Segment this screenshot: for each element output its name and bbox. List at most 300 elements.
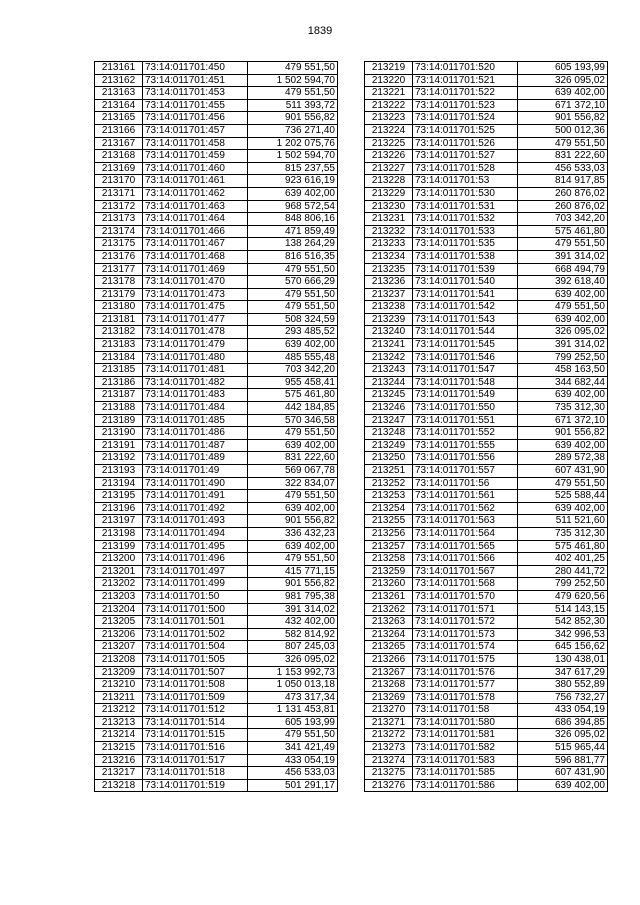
row-number-cell: 213181 [95, 313, 143, 326]
cadastral-number-cell: 73:14:011701:502 [143, 628, 248, 641]
cadastral-value-cell: 686 394,85 [518, 716, 608, 729]
table-row [95, 666, 338, 679]
cadastral-value-cell: 326 095,02 [248, 653, 338, 666]
cadastral-value-cell: 735 312,30 [518, 527, 608, 540]
table-row [95, 490, 338, 503]
cadastral-value-cell: 402 401,25 [518, 553, 608, 566]
cadastral-value-cell: 703 342,20 [248, 364, 338, 377]
cadastral-number-cell: 73:14:011701:467 [143, 238, 248, 251]
cadastral-number-cell: 73:14:011701:470 [143, 276, 248, 289]
cadastral-number-cell: 73:14:011701:586 [413, 779, 518, 792]
cadastral-number-cell: 73:14:011701:459 [143, 150, 248, 163]
row-number-cell: 213268 [365, 679, 413, 692]
cadastral-number-cell: 73:14:011701:463 [143, 200, 248, 213]
row-number-cell: 213213 [95, 716, 143, 729]
table-row [365, 213, 608, 226]
row-number-cell: 213275 [365, 767, 413, 780]
cadastral-value-cell: 1 131 453,81 [248, 704, 338, 717]
cadastral-number-cell: 73:14:011701:49 [143, 465, 248, 478]
cadastral-number-cell: 73:14:011701:562 [413, 502, 518, 515]
row-number-cell: 213206 [95, 628, 143, 641]
cadastral-number-cell: 73:14:011701:456 [143, 112, 248, 125]
cadastral-value-cell: 815 237,55 [248, 162, 338, 175]
cadastral-number-cell: 73:14:011701:556 [413, 452, 518, 465]
row-number-cell: 213204 [95, 603, 143, 616]
cadastral-value-cell: 336 432,23 [248, 527, 338, 540]
table-row [95, 87, 338, 100]
cadastral-number-cell: 73:14:011701:481 [143, 364, 248, 377]
cadastral-number-cell: 73:14:011701:484 [143, 402, 248, 415]
cadastral-number-cell: 73:14:011701:522 [413, 87, 518, 100]
row-number-cell: 213208 [95, 653, 143, 666]
table-row [365, 175, 608, 188]
row-number-cell: 213176 [95, 250, 143, 263]
table-row [95, 225, 338, 238]
row-number-cell: 213207 [95, 641, 143, 654]
cadastral-number-cell: 73:14:011701:518 [143, 767, 248, 780]
cadastral-number-cell: 73:14:011701:469 [143, 263, 248, 276]
cadastral-value-cell: 639 402,00 [518, 389, 608, 402]
row-number-cell: 213250 [365, 452, 413, 465]
table-row [365, 162, 608, 175]
cadastral-value-cell: 326 095,02 [518, 74, 608, 87]
table-row [365, 603, 608, 616]
cadastral-number-cell: 73:14:011701:495 [143, 540, 248, 553]
cadastral-number-cell: 73:14:011701:527 [413, 150, 518, 163]
table-row [95, 779, 338, 792]
table-row [95, 578, 338, 591]
row-number-cell: 213161 [95, 62, 143, 75]
cadastral-value-cell: 569 067,78 [248, 465, 338, 478]
table-row [95, 716, 338, 729]
row-number-cell: 213253 [365, 490, 413, 503]
table-row [365, 590, 608, 603]
cadastral-number-cell: 73:14:011701:458 [143, 137, 248, 150]
cadastral-number-cell: 73:14:011701:499 [143, 578, 248, 591]
table-row [365, 187, 608, 200]
cadastral-number-cell: 73:14:011701:547 [413, 364, 518, 377]
cadastral-value-cell: 607 431,90 [518, 465, 608, 478]
cadastral-number-cell: 73:14:011701:542 [413, 301, 518, 314]
cadastral-number-cell: 73:14:011701:517 [143, 754, 248, 767]
cadastral-value-cell: 347 617,29 [518, 666, 608, 679]
row-number-cell: 213265 [365, 641, 413, 654]
cadastral-number-cell: 73:14:011701:535 [413, 238, 518, 251]
row-number-cell: 213214 [95, 729, 143, 742]
table-row [365, 427, 608, 440]
cadastral-value-cell: 342 996,53 [518, 628, 608, 641]
cadastral-number-cell: 73:14:011701:453 [143, 87, 248, 100]
cadastral-number-cell: 73:14:011701:521 [413, 74, 518, 87]
table-row [95, 704, 338, 717]
table-row [95, 465, 338, 478]
table-row [95, 376, 338, 389]
cadastral-value-cell: 391 314,02 [518, 250, 608, 263]
table-row [95, 767, 338, 780]
row-number-cell: 213164 [95, 99, 143, 112]
cadastral-number-cell: 73:14:011701:451 [143, 74, 248, 87]
cadastral-value-cell: 479 551,50 [248, 62, 338, 75]
cadastral-value-cell: 514 143,15 [518, 603, 608, 616]
table-row [95, 691, 338, 704]
row-number-cell: 213182 [95, 326, 143, 339]
cadastral-number-cell: 73:14:011701:555 [413, 439, 518, 452]
table-row [95, 175, 338, 188]
table-row [365, 250, 608, 263]
cadastral-value-cell: 344 682,44 [518, 376, 608, 389]
cadastral-number-cell: 73:14:011701:473 [143, 288, 248, 301]
cadastral-value-cell: 645 156,62 [518, 641, 608, 654]
cadastral-value-cell: 391 314,02 [518, 339, 608, 352]
row-number-cell: 213246 [365, 402, 413, 415]
table-row [95, 238, 338, 251]
cadastral-value-cell: 799 252,50 [518, 578, 608, 591]
cadastral-value-cell: 607 431,90 [518, 767, 608, 780]
cadastral-value-cell: 955 458,41 [248, 376, 338, 389]
row-number-cell: 213189 [95, 414, 143, 427]
row-number-cell: 213274 [365, 754, 413, 767]
row-number-cell: 213187 [95, 389, 143, 402]
row-number-cell: 213215 [95, 742, 143, 755]
cadastral-value-cell: 596 881,77 [518, 754, 608, 767]
row-number-cell: 213270 [365, 704, 413, 717]
table-row [365, 729, 608, 742]
row-number-cell: 213243 [365, 364, 413, 377]
cadastral-number-cell: 73:14:011701:524 [413, 112, 518, 125]
cadastral-value-cell: 485 555,48 [248, 351, 338, 364]
cadastral-number-cell: 73:14:011701:501 [143, 616, 248, 629]
row-number-cell: 213228 [365, 175, 413, 188]
cadastral-value-cell: 138 264,29 [248, 238, 338, 251]
cadastral-value-cell: 831 222,60 [248, 452, 338, 465]
table-row [95, 679, 338, 692]
table-row [95, 326, 338, 339]
cadastral-number-cell: 73:14:011701:571 [413, 603, 518, 616]
table-row [365, 578, 608, 591]
row-number-cell: 213177 [95, 263, 143, 276]
table-row [95, 754, 338, 767]
cadastral-number-cell: 73:14:011701:572 [413, 616, 518, 629]
row-number-cell: 213256 [365, 527, 413, 540]
cadastral-number-cell: 73:14:011701:450 [143, 62, 248, 75]
cadastral-number-cell: 73:14:011701:464 [143, 213, 248, 226]
cadastral-number-cell: 73:14:011701:557 [413, 465, 518, 478]
table-row [95, 553, 338, 566]
cadastral-value-cell: 639 402,00 [248, 540, 338, 553]
table-row [365, 477, 608, 490]
cadastral-value-cell: 479 551,50 [248, 301, 338, 314]
cadastral-number-cell: 73:14:011701:455 [143, 99, 248, 112]
row-number-cell: 213170 [95, 175, 143, 188]
cadastral-number-cell: 73:14:011701:549 [413, 389, 518, 402]
row-number-cell: 213195 [95, 490, 143, 503]
row-number-cell: 213262 [365, 603, 413, 616]
row-number-cell: 213167 [95, 137, 143, 150]
cadastral-number-cell: 73:14:011701:566 [413, 553, 518, 566]
cadastral-value-cell: 479 551,50 [248, 729, 338, 742]
cadastral-value-cell: 341 421,49 [248, 742, 338, 755]
cadastral-value-cell: 605 193,99 [248, 716, 338, 729]
registry-table-left [94, 61, 338, 792]
table-row [365, 465, 608, 478]
cadastral-value-cell: 479 551,50 [518, 238, 608, 251]
cadastral-value-cell: 130 438,01 [518, 653, 608, 666]
table-row [95, 364, 338, 377]
cadastral-number-cell: 73:14:011701:505 [143, 653, 248, 666]
cadastral-value-cell: 260 876,02 [518, 187, 608, 200]
cadastral-value-cell: 575 461,80 [518, 225, 608, 238]
row-number-cell: 213266 [365, 653, 413, 666]
table-row [95, 288, 338, 301]
cadastral-value-cell: 479 551,50 [518, 137, 608, 150]
cadastral-value-cell: 575 461,80 [248, 389, 338, 402]
table-row [365, 439, 608, 452]
table-row [365, 490, 608, 503]
cadastral-value-cell: 508 324,59 [248, 313, 338, 326]
row-number-cell: 213209 [95, 666, 143, 679]
cadastral-number-cell: 73:14:011701:461 [143, 175, 248, 188]
cadastral-number-cell: 73:14:011701:500 [143, 603, 248, 616]
cadastral-number-cell: 73:14:011701:538 [413, 250, 518, 263]
row-number-cell: 213258 [365, 553, 413, 566]
cadastral-number-cell: 73:14:011701:460 [143, 162, 248, 175]
cadastral-number-cell: 73:14:011701:550 [413, 402, 518, 415]
row-number-cell: 213251 [365, 465, 413, 478]
cadastral-number-cell: 73:14:011701:53 [413, 175, 518, 188]
row-number-cell: 213227 [365, 162, 413, 175]
table-row [95, 213, 338, 226]
cadastral-value-cell: 433 054,19 [518, 704, 608, 717]
cadastral-value-cell: 639 402,00 [248, 502, 338, 515]
table-row [95, 590, 338, 603]
cadastral-number-cell: 73:14:011701:482 [143, 376, 248, 389]
cadastral-number-cell: 73:14:011701:530 [413, 187, 518, 200]
cadastral-number-cell: 73:14:011701:497 [143, 565, 248, 578]
row-number-cell: 213259 [365, 565, 413, 578]
table-row [365, 124, 608, 137]
table-row [365, 99, 608, 112]
table-row [95, 150, 338, 163]
row-number-cell: 213191 [95, 439, 143, 452]
cadastral-number-cell: 73:14:011701:533 [413, 225, 518, 238]
cadastral-value-cell: 639 402,00 [518, 502, 608, 515]
cadastral-number-cell: 73:14:011701:50 [143, 590, 248, 603]
cadastral-value-cell: 807 245,03 [248, 641, 338, 654]
cadastral-value-cell: 479 551,50 [248, 288, 338, 301]
table-row [95, 616, 338, 629]
table-row [365, 779, 608, 792]
table-row [365, 351, 608, 364]
cadastral-value-cell: 471 859,49 [248, 225, 338, 238]
table-row [95, 477, 338, 490]
table-row [365, 628, 608, 641]
table-row [95, 729, 338, 742]
cadastral-number-cell: 73:14:011701:541 [413, 288, 518, 301]
cadastral-number-cell: 73:14:011701:485 [143, 414, 248, 427]
cadastral-value-cell: 570 346,58 [248, 414, 338, 427]
table-row [95, 124, 338, 137]
cadastral-number-cell: 73:14:011701:457 [143, 124, 248, 137]
cadastral-value-cell: 415 771,15 [248, 565, 338, 578]
cadastral-value-cell: 582 814,92 [248, 628, 338, 641]
table-row [95, 628, 338, 641]
cadastral-value-cell: 671 372,10 [518, 99, 608, 112]
cadastral-number-cell: 73:14:011701:576 [413, 666, 518, 679]
cadastral-value-cell: 1 050 013,18 [248, 679, 338, 692]
cadastral-number-cell: 73:14:011701:552 [413, 427, 518, 440]
row-number-cell: 213237 [365, 288, 413, 301]
row-number-cell: 213242 [365, 351, 413, 364]
table-row [365, 137, 608, 150]
cadastral-number-cell: 73:14:011701:570 [413, 590, 518, 603]
cadastral-value-cell: 639 402,00 [248, 187, 338, 200]
row-number-cell: 213165 [95, 112, 143, 125]
table-row [95, 742, 338, 755]
table-row [365, 313, 608, 326]
row-number-cell: 213222 [365, 99, 413, 112]
cadastral-number-cell: 73:14:011701:581 [413, 729, 518, 742]
table-row [365, 666, 608, 679]
cadastral-number-cell: 73:14:011701:525 [413, 124, 518, 137]
table-row [95, 502, 338, 515]
row-number-cell: 213205 [95, 616, 143, 629]
row-number-cell: 213264 [365, 628, 413, 641]
table-row [365, 565, 608, 578]
cadastral-value-cell: 639 402,00 [518, 439, 608, 452]
row-number-cell: 213196 [95, 502, 143, 515]
cadastral-number-cell: 73:14:011701:491 [143, 490, 248, 503]
row-number-cell: 213255 [365, 515, 413, 528]
table-row [365, 452, 608, 465]
table-row [365, 238, 608, 251]
row-number-cell: 213269 [365, 691, 413, 704]
cadastral-value-cell: 981 795,38 [248, 590, 338, 603]
cadastral-value-cell: 639 402,00 [248, 339, 338, 352]
cadastral-value-cell: 901 556,82 [518, 112, 608, 125]
row-number-cell: 213257 [365, 540, 413, 553]
row-number-cell: 213184 [95, 351, 143, 364]
cadastral-value-cell: 380 552,89 [518, 679, 608, 692]
cadastral-value-cell: 901 556,82 [248, 578, 338, 591]
cadastral-value-cell: 479 551,50 [248, 490, 338, 503]
row-number-cell: 213217 [95, 767, 143, 780]
table-row [95, 301, 338, 314]
row-number-cell: 213273 [365, 742, 413, 755]
row-number-cell: 213235 [365, 263, 413, 276]
cadastral-number-cell: 73:14:011701:56 [413, 477, 518, 490]
row-number-cell: 213239 [365, 313, 413, 326]
table-row [365, 150, 608, 163]
cadastral-number-cell: 73:14:011701:509 [143, 691, 248, 704]
table-row [95, 540, 338, 553]
table-row [365, 641, 608, 654]
cadastral-number-cell: 73:14:011701:565 [413, 540, 518, 553]
cadastral-value-cell: 1 502 594,70 [248, 150, 338, 163]
cadastral-number-cell: 73:14:011701:489 [143, 452, 248, 465]
row-number-cell: 213267 [365, 666, 413, 679]
cadastral-number-cell: 73:14:011701:526 [413, 137, 518, 150]
registry-table-right [364, 61, 608, 792]
cadastral-number-cell: 73:14:011701:493 [143, 515, 248, 528]
row-number-cell: 213252 [365, 477, 413, 490]
table-row [95, 452, 338, 465]
table-row [95, 187, 338, 200]
row-number-cell: 213226 [365, 150, 413, 163]
table-row [95, 250, 338, 263]
cadastral-number-cell: 73:14:011701:583 [413, 754, 518, 767]
table-row [365, 376, 608, 389]
row-number-cell: 213210 [95, 679, 143, 692]
table-row [95, 162, 338, 175]
cadastral-value-cell: 1 502 594,70 [248, 74, 338, 87]
row-number-cell: 213183 [95, 339, 143, 352]
table-row [95, 653, 338, 666]
table-row [95, 439, 338, 452]
row-number-cell: 213271 [365, 716, 413, 729]
row-number-cell: 213244 [365, 376, 413, 389]
cadastral-value-cell: 260 876,02 [518, 200, 608, 213]
cadastral-value-cell: 322 834,07 [248, 477, 338, 490]
cadastral-value-cell: 1 153 992,73 [248, 666, 338, 679]
row-number-cell: 213233 [365, 238, 413, 251]
cadastral-value-cell: 511 521,60 [518, 515, 608, 528]
cadastral-value-cell: 668 494,79 [518, 263, 608, 276]
table-row [365, 339, 608, 352]
cadastral-number-cell: 73:14:011701:478 [143, 326, 248, 339]
table-row [95, 276, 338, 289]
cadastral-value-cell: 901 556,82 [248, 515, 338, 528]
row-number-cell: 213231 [365, 213, 413, 226]
cadastral-value-cell: 442 184,85 [248, 402, 338, 415]
cadastral-value-cell: 479 551,50 [518, 477, 608, 490]
row-number-cell: 213163 [95, 87, 143, 100]
cadastral-value-cell: 605 193,99 [518, 62, 608, 75]
table-row [365, 704, 608, 717]
cadastral-number-cell: 73:14:011701:580 [413, 716, 518, 729]
table-row [365, 767, 608, 780]
cadastral-number-cell: 73:14:011701:568 [413, 578, 518, 591]
cadastral-number-cell: 73:14:011701:477 [143, 313, 248, 326]
cadastral-value-cell: 433 054,19 [248, 754, 338, 767]
cadastral-number-cell: 73:14:011701:520 [413, 62, 518, 75]
cadastral-value-cell: 456 533,03 [518, 162, 608, 175]
table-row [365, 616, 608, 629]
page-number: 1839 [307, 25, 333, 37]
row-number-cell: 213201 [95, 565, 143, 578]
table-row [365, 200, 608, 213]
cadastral-number-cell: 73:14:011701:462 [143, 187, 248, 200]
row-number-cell: 213203 [95, 590, 143, 603]
row-number-cell: 213216 [95, 754, 143, 767]
cadastral-value-cell: 501 291,17 [248, 779, 338, 792]
row-number-cell: 213219 [365, 62, 413, 75]
cadastral-number-cell: 73:14:011701:531 [413, 200, 518, 213]
row-number-cell: 213263 [365, 616, 413, 629]
cadastral-number-cell: 73:14:011701:574 [413, 641, 518, 654]
cadastral-value-cell: 391 314,02 [248, 603, 338, 616]
row-number-cell: 213174 [95, 225, 143, 238]
cadastral-value-cell: 923 616,19 [248, 175, 338, 188]
table-row [365, 301, 608, 314]
cadastral-number-cell: 73:14:011701:492 [143, 502, 248, 515]
cadastral-value-cell: 525 588,44 [518, 490, 608, 503]
row-number-cell: 213232 [365, 225, 413, 238]
cadastral-value-cell: 1 202 075,76 [248, 137, 338, 150]
cadastral-number-cell: 73:14:011701:561 [413, 490, 518, 503]
cadastral-number-cell: 73:14:011701:490 [143, 477, 248, 490]
row-number-cell: 213225 [365, 137, 413, 150]
cadastral-value-cell: 848 806,16 [248, 213, 338, 226]
